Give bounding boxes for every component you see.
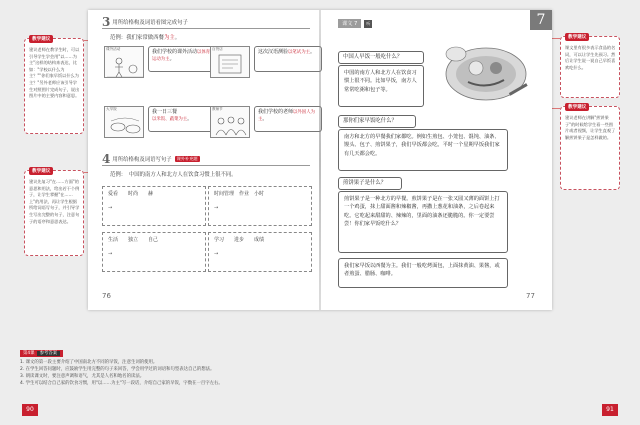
note-tag: 教学建议 [565, 33, 589, 41]
meal-illustration: 大早饭 [104, 106, 144, 138]
section-divider [102, 28, 310, 29]
right-sidebar-note-1 [560, 36, 620, 98]
answer-box: 我们家早饭以西餐为主。我们一般吃烤面包，上面抹黄油、果酱，或者煎蛋、腊肠、咖啡。 [338, 258, 508, 288]
question-bubble: 中国人早饭一般吃什么？ [338, 51, 424, 64]
test-illustration: 百货店 [210, 46, 250, 78]
question-bubble: 煎饼果子是什么？ [338, 177, 402, 190]
section-4-title: 用所给格构及词语写句子 [112, 156, 172, 163]
picture-exercise [210, 46, 322, 80]
note-text: 建议老师在教学生时，可以引导学生学会用"以……为主"这样的结构来表达，比如："学校以什么为主？""你们家早饭以什么为主？"另外老师应该引导学生对照图片完成句子，说出图片中的主要内容和意思。 [29, 47, 80, 99]
extra-exercise-tag: 课外补充题 [176, 155, 198, 161]
question-bubble: 那你们家早饭吃什么？ [338, 115, 416, 128]
arrow-icon: → [108, 205, 113, 211]
answer-bubble: 我们学校的老师以外国人为主。 [254, 106, 322, 132]
answer-bubble: 我们学校的课外活动以体育运动为主。 [148, 46, 216, 72]
picture-exercise [104, 106, 216, 140]
answer-box: 南方和北方的早餐我们家都吃。例如生煎包、小笼包、馄饨、油条、馒头、包子、煎饼果子，我们早饭都会吃。平时一个星期早饭我们家有几天都会吃。 [338, 129, 508, 171]
note-text: 课文里有很多表示食品的名词，可以让学生先预习。然后让学生说一说自己早饭喜欢吃什么。 [565, 45, 616, 70]
chapter-number: 7 [530, 10, 552, 30]
left-sidebar-note-2 [24, 170, 84, 256]
section-3-example: 范例：我们家常做西餐为主。 [110, 35, 181, 41]
page-number-right: 77 [526, 292, 535, 300]
answer-bubble: 这次汉语测验以笔试为主。 [254, 46, 322, 72]
arrow-icon: → [214, 251, 219, 257]
footer-page-left: 90 [22, 404, 38, 416]
section-4-example: 范例： 中国的南方人和北方人在饮食习惯上很不同。 [110, 172, 237, 178]
activity-illustration: 课外活动 [104, 46, 144, 78]
arrow-icon: → [214, 205, 219, 211]
answer-box: 中国的南方人和北方人在饮食习惯上很不同。比如早饭，南方人常常吃粥和包子等。 [338, 65, 424, 107]
note-tag: 教学建议 [29, 167, 53, 175]
sentence-writing-box: 生活 独立 自己 → [102, 232, 206, 272]
note-line: 2. 在学生回答问题时，应鼓励学生用完整的句子来回答，学会用学过的词语和句型表达自己的想法。 [20, 367, 215, 372]
notes-tag: 第4课 参考答案 [20, 350, 63, 357]
bottom-notes [20, 350, 620, 387]
left-sidebar-note-1 [24, 38, 84, 134]
right-sidebar-note-2 [560, 106, 620, 190]
sentence-writing-box: 爱看 时尚 赫 → [102, 186, 206, 226]
section-3-header [102, 16, 188, 27]
teachers-illustration: 教师节 [210, 106, 250, 138]
sentence-writing-box: 学习 进步 成绩 → [208, 232, 312, 272]
note-text: 建议先复习"在……方面"的意思和用法，给出若干个例子，让学生掌握"在……上"的用法，再让学生根据所给词语写句子，并引导学生写出完整的句子，注意句子的语序和意思表达。 [29, 179, 80, 224]
answer-box: 煎饼果子是一种北方的早餐。煎饼果子是在一张又圆又薄的面饼上打一个鸡蛋，抹上甜面酱和辣椒酱，再撒上葱花和油条，之后卷起来吃。它吃起来甜甜的、辣辣的，里面的油条还脆脆的。你一定要尝尝！你们家早饭吃什么？ [338, 191, 508, 253]
note-line: 3. 朗读课文时，要注意声调和语气，尤其是人名和地名的读法。 [20, 374, 145, 379]
section-3-title: 用所给格构及词语看图完成句子 [112, 19, 188, 26]
page-number-left: 76 [102, 292, 111, 300]
note-line: 1. 课文的第一段主要介绍了中国南北方不同的早饭，注意生词的使用。 [20, 360, 158, 365]
breakfast-food-illustration [440, 38, 530, 104]
note-line: 4. 学生可以结合自己家的饮食习惯，用"以……为主"写一段话，介绍自己家的早饭，字数在一百字左右。 [20, 381, 223, 386]
answer-bubble: 我一日三餐 以米饭、蔬菜为主。 [148, 106, 216, 132]
note-tag: 教学建议 [565, 103, 589, 111]
section-divider [102, 165, 310, 166]
arrow-icon: → [108, 251, 113, 257]
lesson-label: 课文 7 [338, 19, 361, 28]
section-4-header [102, 153, 200, 164]
book-spread [88, 10, 552, 310]
lesson-header [338, 19, 372, 28]
note-tag: 教学建议 [29, 35, 53, 43]
sentence-writing-box: 时间管理 作业 小时 → [208, 186, 312, 226]
picture-exercise [210, 106, 322, 140]
picture-exercise [104, 46, 216, 80]
footer-page-right: 91 [602, 404, 618, 416]
note-text: 建议老师在讲解"煎饼果子"的时候给学生看一些图片或者视频，让学生直观了解煎饼果子是怎样做的。 [565, 115, 616, 140]
section-3-number: 3 [102, 14, 111, 29]
section-4-number: 4 [102, 151, 111, 166]
listen-icon: 听 [366, 20, 371, 26]
